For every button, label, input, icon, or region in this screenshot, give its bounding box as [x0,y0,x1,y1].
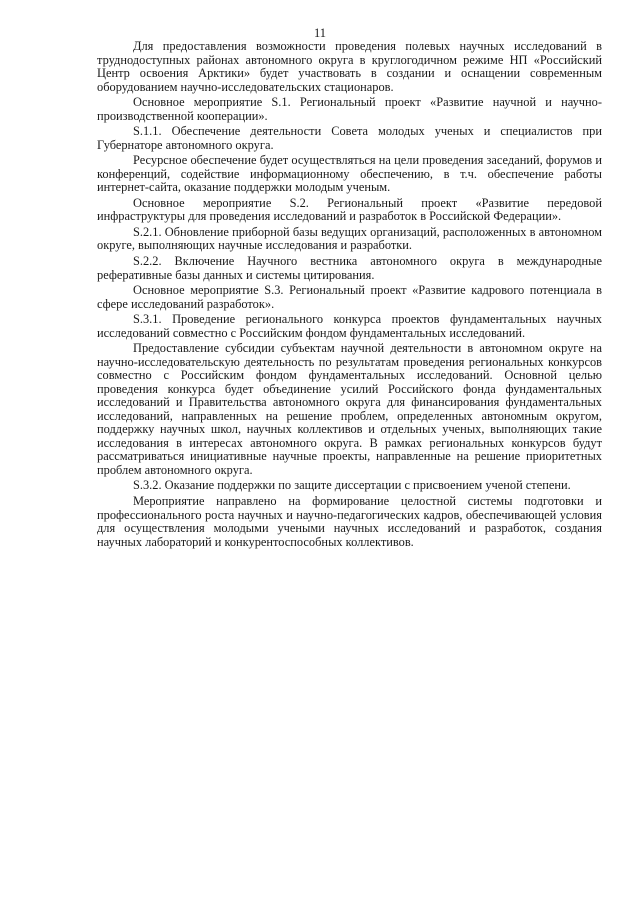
paragraph-s2-2: S.2.2. Включение Научного вестника автономного округа в международные реферативные базы данных и системы цитирования. [97,254,602,282]
paragraph-s1-1: S.1.1. Обеспечение деятельности Совета молодых ученых и специалистов при Губернаторе автономного округа. [97,124,602,152]
paragraph-resource-support: Ресурсное обеспечение будет осуществляться на цели проведения заседаний, форумов и конференций, содействие информационному обеспечению, в т.ч. обеспечение работы интернет-сайта, оказание поддержки молодым ученым. [97,153,602,195]
paragraph-s3-2: S.3.2. Оказание поддержки по защите диссертации с присвоением ученой степени. [133,478,571,493]
paragraph-s3-1: S.3.1. Проведение регионального конкурса проектов фундаментальных научных исследований совместно с Российским фондом фундаментальных исследований. [97,312,602,340]
paragraph-activity-aim: Мероприятие направлено на формирование целостной системы подготовки и профессионального роста научных и научно-педагогических кадров, обеспечивающей условия для осуществления молодыми учеными научных исследований и разработок, создания научных лабораторий и конкурентоспособных коллективов. [97,494,602,549]
paragraph-subsidies: Предоставление субсидии субъектам научной деятельности в автономном округе на научно-исследовательскую деятельность по результатам проведения региональных конкурсов совместно с Российским фондом фундаментальных исследований. Основной целью проведения конкурса будет объединение усилий Российского фонда фундаментальных исследований и Правительства автономного округа для финансирования фундаментальных исследований, направленных на решение проблем, определенных автономным округом, поддержку научных школ, научных коллективов и отдельных ученых, выполняющих такие исследования в интересах автономного округа. В рамках региональных конкурсов будут рассматриваться инициативные научные проекты, направленные на решение приоритетных проблем автономного округа. [97,341,602,477]
paragraph-field-research: Для предоставления возможности проведения полевых научных исследований в труднодоступных районах автономного округа в круглогодичном режиме НП «Российский Центр освоения Арктики» будет участвовать в создании и оснащении современным оборудованием научно-исследовательских стационаров. [97,39,602,94]
document-body [97,40,602,551]
page-number: 11 [313,26,327,40]
paragraph-s2-1: S.2.1. Обновление приборной базы ведущих организаций, расположенных в автономном округе, выполняющих научные исследования и разработки. [97,224,602,253]
paragraph-main-activity-s2: Основное мероприятие S.2. Региональный проект «Развитие передовой инфраструктуры для проведения исследований и разработок в Российской Федерации». [97,195,602,224]
paragraph-main-activity-s1: Основное мероприятие S.1. Региональный проект «Развитие научной и научно-производственной кооперации». [97,95,602,123]
paragraph-main-activity-s3: Основное мероприятие S.3. Региональный проект «Развитие кадрового потенциала в сфере исследований разработок». [97,283,602,311]
